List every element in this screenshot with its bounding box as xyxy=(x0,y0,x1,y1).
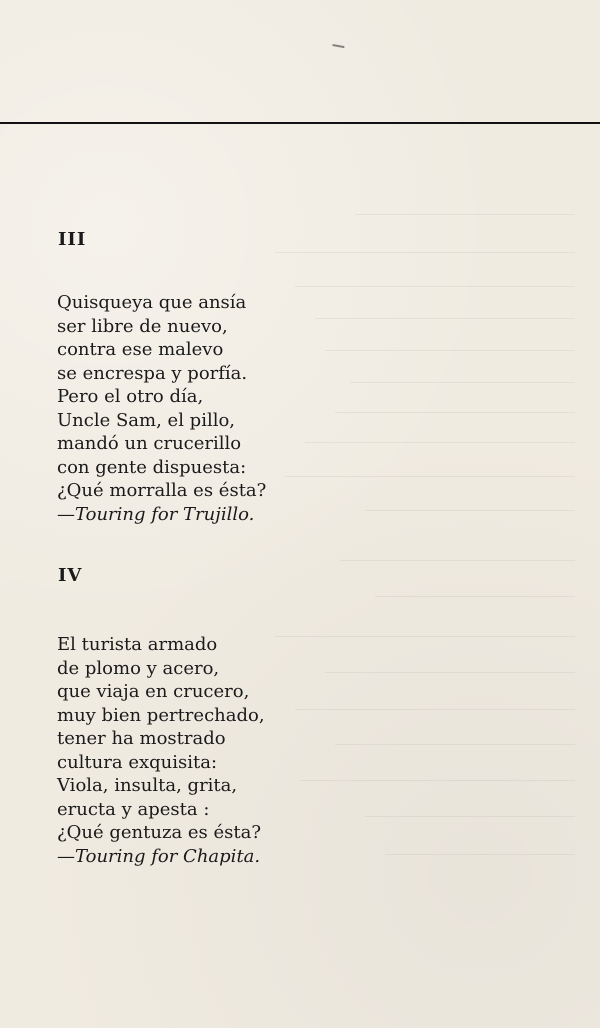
bleed-through-text xyxy=(245,214,575,904)
section-heading-iv: IV xyxy=(58,565,83,586)
poem-line: El turista armado xyxy=(57,634,218,655)
poem-line: ¿Qué gentuza es ésta? xyxy=(57,822,262,843)
poem-line: Quisqueya que ansía xyxy=(57,292,247,313)
poem-line: de plomo y acero, xyxy=(57,657,220,679)
poem-line: ¿Qué morralla es ésta? xyxy=(57,480,267,501)
poem-line: eructa y apesta : xyxy=(57,798,210,820)
poem-line: mandó un crucerillo xyxy=(57,433,242,454)
page-mark xyxy=(331,44,344,53)
section-heading-iii: III xyxy=(58,229,87,250)
poem-stanza-iii xyxy=(57,291,266,526)
top-rule xyxy=(0,122,600,124)
poem-line: —Touring for Chapita. xyxy=(57,845,261,867)
poem-line: Pero el otro día, xyxy=(57,386,204,407)
poem-line: se encrespa y porfía. xyxy=(57,362,248,384)
poem-line: tener ha mostrado xyxy=(57,728,226,749)
poem-line: —Touring for Trujillo. xyxy=(57,503,255,525)
poem-line: muy bien pertrechado, xyxy=(57,704,265,726)
poem-line: Viola, insulta, grita, xyxy=(57,775,238,796)
poem-line: contra ese malevo xyxy=(57,339,224,360)
poem-line: Uncle Sam, el pillo, xyxy=(57,409,236,431)
poem-line: con gente dispuesta: xyxy=(57,456,247,478)
poem-line: ser libre de nuevo, xyxy=(57,315,228,337)
poem-stanza-iv xyxy=(57,633,265,868)
poem-line: que viaja en crucero, xyxy=(57,681,250,702)
poem-line: cultura exquisita: xyxy=(57,751,218,773)
